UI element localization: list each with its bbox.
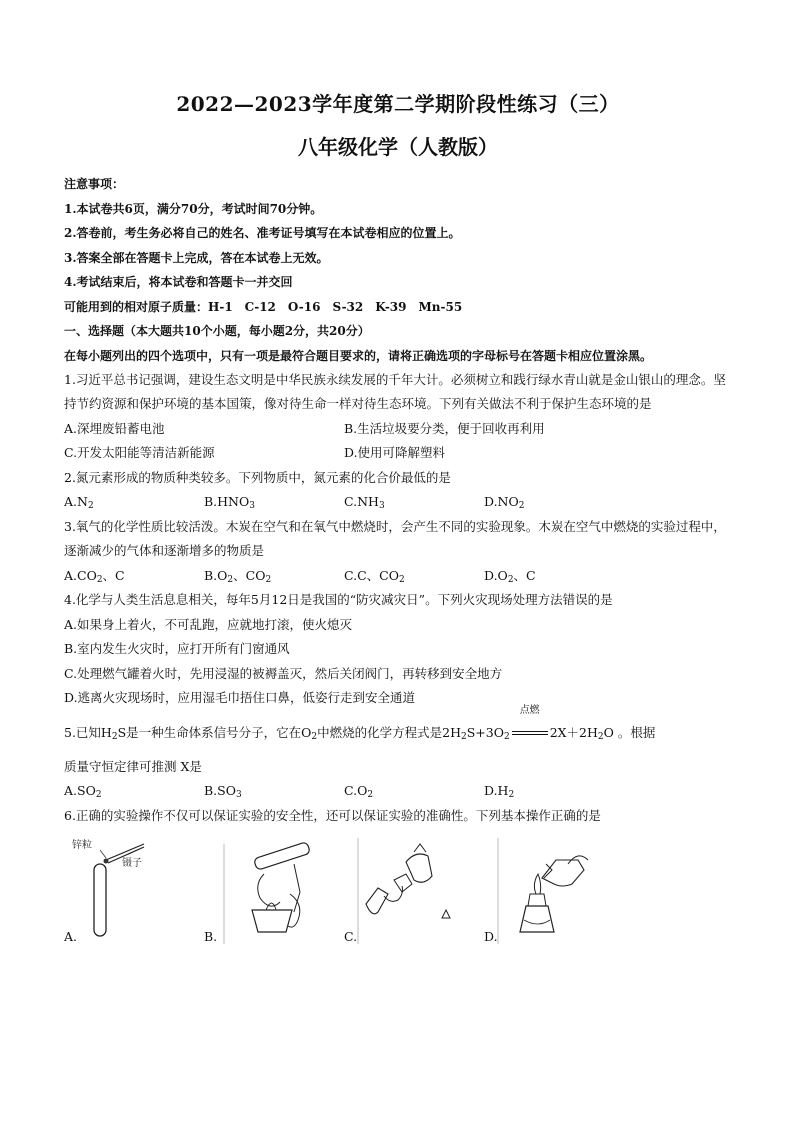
option-a: A.深埋废铅蓄电池 [64,420,165,436]
option-b: $B.HNO_3$ [204,494,255,511]
question-stem: 6.正确的实验操作不仅可以保证实验的安全性，还可以保证实验的准确性。下列基本操作正确的是 [64,807,601,823]
exam-page [64,88,732,954]
option-a: A.如果身上着火，不可乱跑，应就地打滚，使火熄灭 [64,616,353,632]
question-5 [64,704,732,804]
option-d: D.使用可降解塑料 [344,445,446,460]
test-tube-tweezers-illustration [64,834,214,944]
experiment-figures [64,834,732,954]
question-stem: 1.习近平总书记强调，建设生态文明是中华民族永续发展的千年大计。必须树立和践行绿水青山就是金山银山的理念。坚持节约资源和保护环境的基本国策，像对待生命一样对待生态环境。下列有关做法不利于保护生态环境的是 [64,371,726,411]
section-instruction: 在每小题列出的四个选项中，只有一项是最符合题目要求的，请将正确选项的字母标号在答题卡相应位置涂黑。 [64,348,653,363]
reaction-condition: 点燃 [519,704,540,716]
option-d: $D.O_2$、C [484,567,536,585]
option-b: B.生活垃圾要分类，便于回收再利用 [344,420,545,436]
question-stem: 5.已知$H_2S$是一种生命体系信号分子，它在$O_2$中燃烧的化学方程式是$2H_2S+3O_2$ 点燃 $2X+2H_2O$ 。根据 [64,719,732,747]
question-6 [64,804,732,955]
section-heading: 一、选择题（本大题共10个小题，每小题2分，共20分） [64,324,370,338]
option-d: $D.NO_2$ [484,494,525,511]
figure-label: B. [204,929,218,944]
question-3 [64,515,732,589]
question-stem: 4.化学与人类生活息息相关，每年5月12日是我国的“防灾减灾日”。下列火灾现场处理方法错误的是 [64,592,613,607]
notice-item: 2.答卷前，考生务必将自己的姓名、准考证号填写在本试卷相应的位置上。 [64,226,461,240]
question-options [64,490,732,515]
notice-item: 3.答案全部在答题卡上完成，答在本试卷上无效。 [64,250,329,265]
notice-item: 4.考试结束后，将本试卷和答题卡一并交回 [64,275,293,289]
option-d: D.逃离火灾现场时，应用湿毛巾捂住口鼻，低姿行走到安全通道 [64,690,416,705]
question-options [64,779,732,804]
option-a: $A.CO_2$、C [64,567,125,585]
question-stem: 2.氮元素形成的物质种类较多。下列物质中，氮元素的化合价最低的是 [64,469,451,485]
notice-block [64,172,732,319]
question-stem-line2: 质量守恒定律可推测 X是 [64,758,202,774]
notice-heading: 注意事项： [64,177,125,191]
figure-d [484,834,634,944]
figure-a [64,834,214,944]
exam-title: 2022—2023学年度第二学期阶段性练习（三） [176,92,620,116]
pouring-liquid-illustration [344,834,494,944]
option-b: B.室内发生火灾时，应打开所有门窗通风 [64,641,290,656]
option-b: $B.SO_3$ [204,783,242,800]
question-options [64,564,732,589]
question-1 [64,368,732,466]
figure-c [344,834,494,944]
figure-label: C. [344,929,358,944]
question-2 [64,466,732,515]
option-a: $A.N_2$ [64,494,94,511]
figure-b [204,834,354,944]
fig-a-label-zinc: 锌粒 [72,840,92,851]
option-c: C.C、$CO_2$ [344,567,405,585]
question-options [64,417,732,466]
option-c: C.开发太阳能等清洁新能源 [64,445,215,460]
option-d: $D.H_2$ [484,783,515,800]
notice-item: 1.本试卷共6页，满分70分，考试时间70分钟。 [64,201,323,216]
alcohol-lamp-illustration [484,834,634,944]
heating-tube-illustration [204,834,354,944]
atomic-masses: 可能用到的相对原子质量：H-1 C-12 O-16 S-32 K-39 Mn-55 [64,299,463,314]
question-4 [64,588,732,711]
question-stem: 3.氧气的化学性质比较活泼。木炭在空气和在氧气中燃烧时，会产生不同的实验现象。木炭在空气中燃烧的实验过程中，逐渐减少的气体和逐渐增多的物质是 [64,518,726,558]
option-c: $C.NH_3$ [344,494,385,511]
exam-subtitle: 八年级化学（人教版） [298,135,498,159]
option-c: C.处理燃气罐着火时，先用浸湿的被褥盖灭，然后关闭阀门，再转移到安全地方 [64,665,503,681]
fig-a-label-tweezers: 镊子 [122,858,142,869]
option-a: $A.SO_2$ [64,783,102,800]
reaction-arrow [512,704,548,747]
figure-label: A. [64,929,78,944]
figure-label: D. [484,929,498,944]
option-b: $B.O_2$、$CO_2$ [204,567,272,585]
option-c: $C.O_2$ [344,783,374,800]
